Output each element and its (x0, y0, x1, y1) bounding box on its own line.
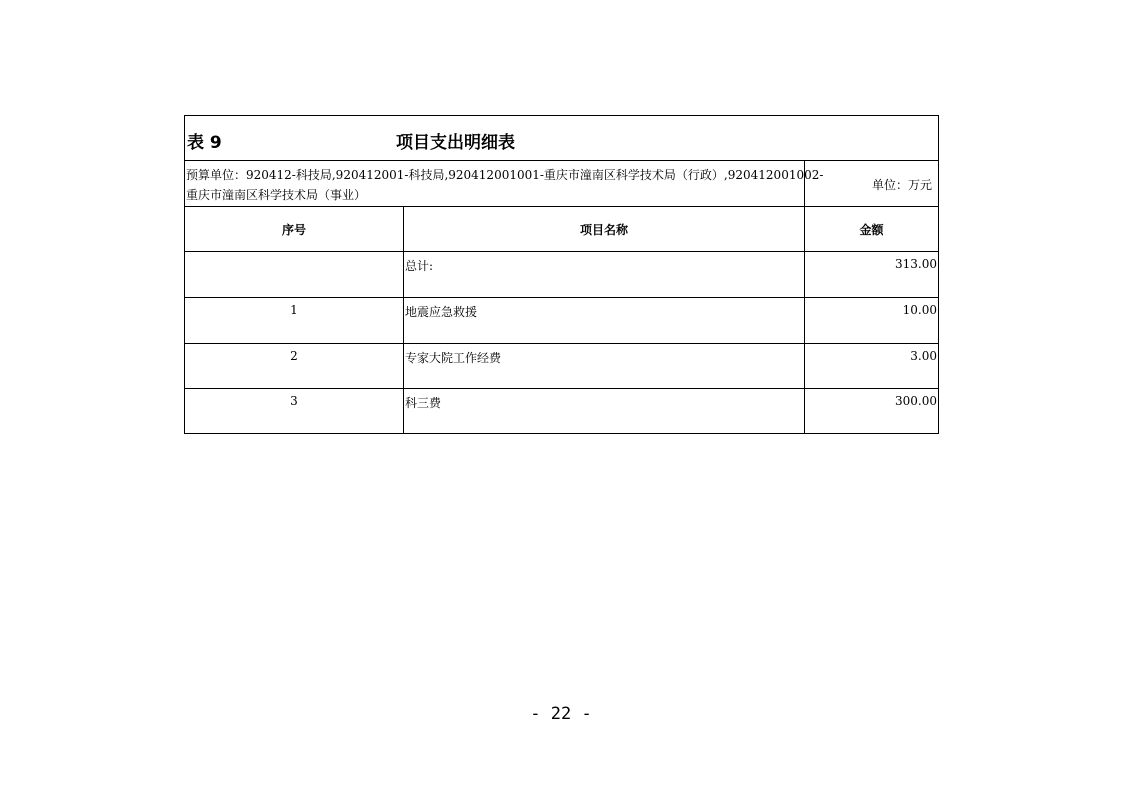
row-amount: 3.00 (910, 349, 937, 363)
divider (185, 343, 938, 344)
project-expenditure-table (184, 115, 939, 434)
divider (185, 251, 938, 252)
unit-label: 单位：万元 (872, 178, 933, 192)
row-name: 地震应急救援 (405, 305, 478, 319)
row-seq: 3 (290, 394, 298, 408)
header-seq: 序号 (281, 223, 306, 237)
divider (185, 206, 938, 207)
total-amount: 313.00 (895, 257, 937, 271)
total-label: 总计: (405, 259, 434, 273)
divider (185, 388, 938, 389)
row-seq: 2 (290, 349, 298, 363)
divider (403, 206, 404, 433)
row-amount: 300.00 (895, 394, 937, 408)
table-title: 项目支出明细表 (396, 133, 515, 153)
divider (185, 297, 938, 298)
budget-unit-line2: 重庆市潼南区科学技术局（事业） (186, 188, 367, 202)
header-amount: 金额 (859, 223, 884, 237)
budget-unit-line1: 预算单位：920412-科技局,920412001-科技局,920412001001-重庆市潼南区科学技术局（行政）,920412001002- (186, 168, 824, 182)
row-seq: 1 (290, 303, 298, 317)
table-number: 表 9 (187, 133, 222, 153)
page-number: - 22 - (530, 704, 592, 724)
divider (804, 160, 805, 433)
row-name: 科三费 (405, 396, 442, 410)
header-name: 项目名称 (579, 223, 628, 237)
row-name: 专家大院工作经费 (405, 351, 502, 365)
row-amount: 10.00 (902, 303, 937, 317)
divider (185, 160, 938, 161)
